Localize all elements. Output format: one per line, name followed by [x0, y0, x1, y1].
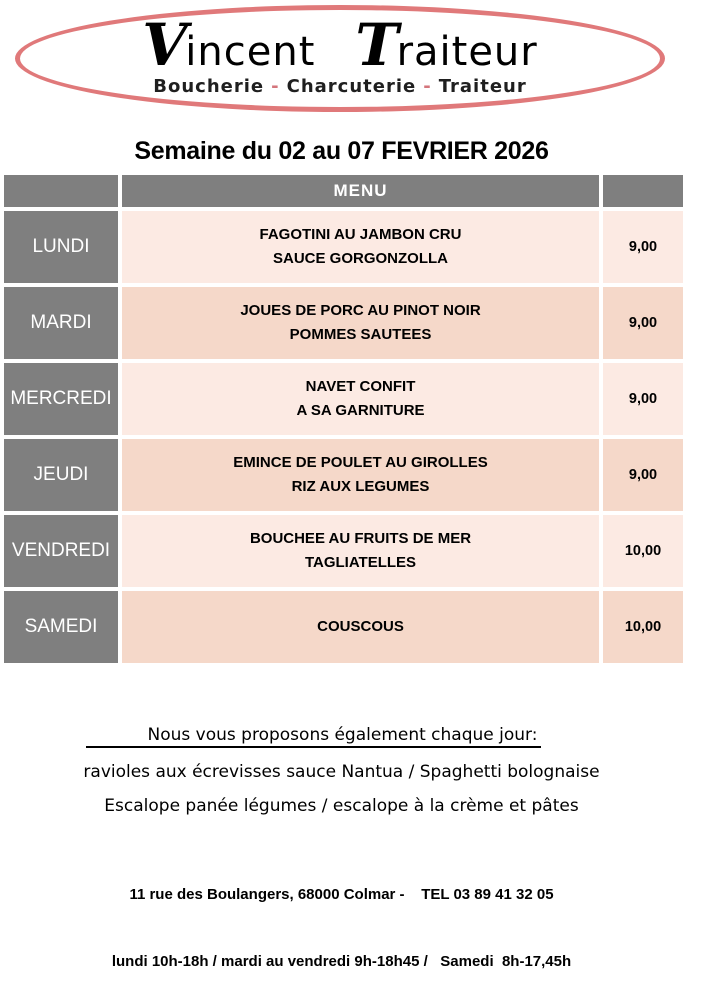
price-value: 9,00 — [628, 239, 658, 255]
day-cell-mercredi — [4, 363, 118, 435]
price-value: 9,00 — [628, 467, 658, 483]
price-cell-lundi — [603, 211, 683, 283]
table-header-menu-label: MENU — [333, 181, 388, 200]
price-value: 10,00 — [624, 543, 662, 559]
dish-line: NAVET CONFIT — [305, 378, 416, 395]
day-cell-lundi — [4, 211, 118, 283]
logo-initial-v: V — [142, 11, 186, 79]
dish-line: RIZ AUX LEGUMES — [291, 478, 430, 495]
price-cell-jeudi — [603, 439, 683, 511]
dish-cell-samedi — [122, 591, 599, 663]
daily-offers-heading: Nous vous proposons également chaque jour: — [86, 725, 542, 748]
price-cell-mercredi — [603, 363, 683, 435]
menu-table — [4, 175, 683, 663]
day-cell-samedi — [4, 591, 118, 663]
logo-brand-name — [142, 11, 538, 79]
day-label: JEUDI — [33, 464, 89, 485]
menu-page — [0, 5, 720, 970]
day-label: VENDREDI — [11, 540, 111, 561]
price-cell-samedi — [603, 591, 683, 663]
day-label: MERCREDI — [10, 388, 112, 409]
day-cell-jeudi — [4, 439, 118, 511]
logo-initial-t: T — [355, 11, 397, 79]
subtitle-separator: - — [271, 76, 280, 97]
price-cell-mardi — [603, 287, 683, 359]
logo-subtitle-word: Traiteur — [438, 76, 527, 97]
dish-line: BOUCHEE AU FRUITS DE MER — [249, 530, 472, 547]
dish-line: SAUCE GORGONZOLLA — [273, 250, 448, 267]
day-cell-vendredi — [4, 515, 118, 587]
dish-cell-lundi — [122, 211, 599, 283]
dish-cell-mercredi — [122, 363, 599, 435]
daily-offer-line-2: Escalope panée légumes / escalope à la crème et pâtes — [104, 796, 579, 816]
day-label: LUNDI — [32, 236, 90, 257]
price-cell-vendredi — [603, 515, 683, 587]
day-cell-mardi — [4, 287, 118, 359]
logo — [15, 5, 665, 112]
dish-cell-mardi — [122, 287, 599, 359]
page-title: Semaine du 02 au 07 FEVRIER 2026 — [134, 137, 549, 165]
price-value: 10,00 — [624, 619, 662, 635]
subtitle-separator: - — [423, 76, 432, 97]
day-label: SAMEDI — [24, 616, 98, 637]
dish-line: TAGLIATELLES — [304, 554, 417, 571]
table-header-menu — [122, 175, 599, 207]
daily-offers-heading-row — [0, 725, 683, 748]
day-label: MARDI — [30, 312, 92, 333]
dish-line: A SA GARNITURE — [296, 402, 425, 419]
dish-line: JOUES DE PORC AU PINOT NOIR — [240, 302, 481, 319]
dish-line: POMMES SAUTEES — [289, 326, 432, 343]
opening-hours-line: lundi 10h-18h / mardi au vendredi 9h-18h45 / Samedi 8h-17,45h — [111, 953, 572, 970]
address-line: 11 rue des Boulangers, 68000 Colmar - TEL 03 89 41 32 05 — [129, 886, 554, 903]
logo-subtitle — [153, 76, 526, 97]
table-header-day-cell — [4, 175, 118, 207]
table-header-price-cell — [603, 175, 683, 207]
logo-subtitle-word: Charcuterie — [286, 76, 417, 97]
footer — [0, 850, 683, 1007]
price-value: 9,00 — [628, 391, 658, 407]
dish-cell-jeudi — [122, 439, 599, 511]
logo-name-part: raiteur — [396, 29, 538, 75]
dish-line: COUSCOUS — [317, 618, 404, 635]
price-value: 9,00 — [628, 315, 658, 331]
logo-subtitle-word: Boucherie — [153, 76, 265, 97]
dish-line: EMINCE DE POULET AU GIROLLES — [233, 454, 488, 471]
logo-name-part: incent — [185, 29, 316, 75]
daily-offers-section — [0, 725, 683, 816]
dish-cell-vendredi — [122, 515, 599, 587]
daily-offer-line-1: ravioles aux écrevisses sauce Nantua / Spaghetti bolognaise — [83, 762, 600, 782]
dish-line: FAGOTINI AU JAMBON CRU — [259, 226, 462, 243]
